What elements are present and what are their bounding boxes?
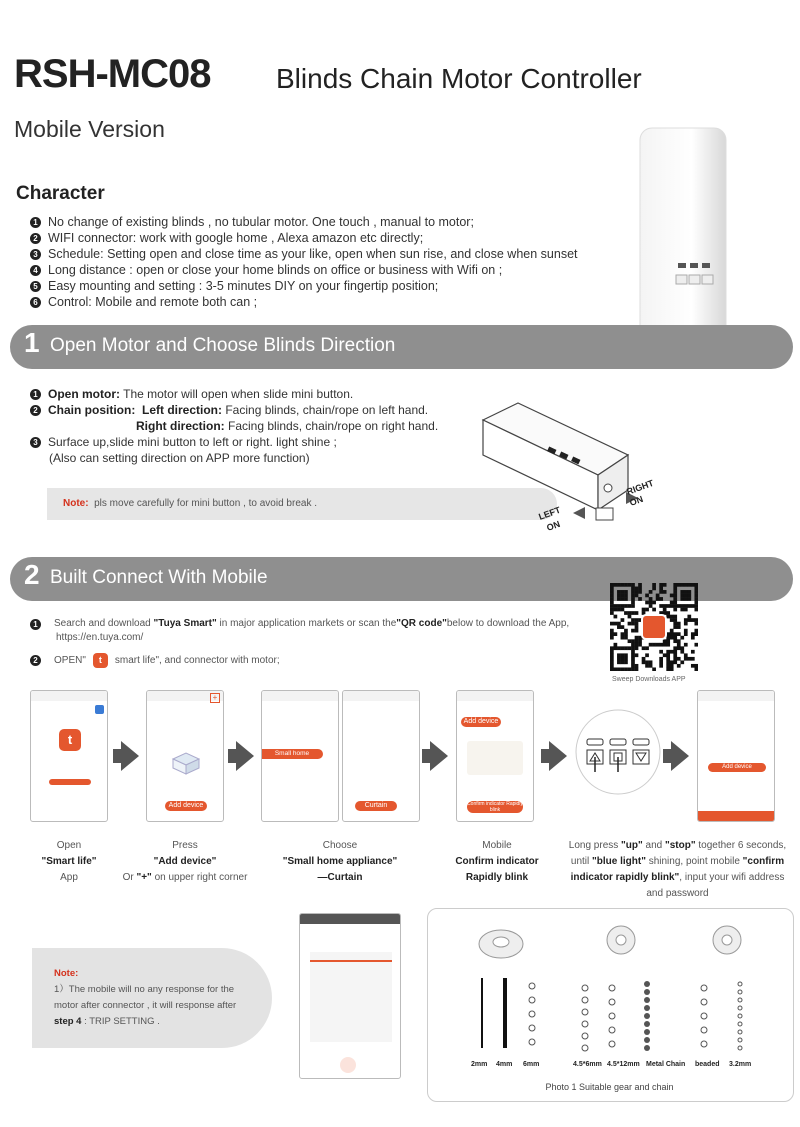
note-text: pls move carefully for mini button , to avoid break .	[94, 498, 318, 509]
mobile-note-text	[54, 966, 254, 1030]
caption-line: "Small home appliance"	[282, 856, 398, 867]
open-motor-label: Open motor:	[48, 387, 120, 401]
note-label: Note:	[63, 498, 89, 509]
character-text: Schedule: Setting open and close time as your like, open when sun rise, and close when sunset	[48, 247, 578, 261]
caption-line: until	[570, 856, 593, 867]
motor-buttons-diagram	[573, 697, 663, 797]
phone-add-device	[146, 690, 224, 822]
gear-chain-illustration	[427, 908, 792, 1100]
tuya-app-name: "Tuya Smart"	[153, 618, 217, 629]
bullet-number: 2	[30, 405, 41, 416]
tuya-url: https://en.tuya.com/	[56, 632, 144, 643]
caption-line: Choose	[322, 840, 358, 851]
caption-mobile	[447, 838, 547, 886]
step1-text-mid: in major application markets or scan the	[216, 618, 397, 629]
qr-code-label: "QR code"	[396, 618, 447, 629]
left-on-label-2: ON	[545, 518, 562, 533]
character-list	[30, 214, 578, 310]
caption-line: shining, point mobile	[645, 856, 743, 867]
chain-label: Metal Chain	[646, 1061, 686, 1068]
step1-text: Search and download	[54, 618, 154, 629]
character-text: Long distance : open or close your home blinds on office or business with Wifi on ;	[48, 263, 503, 277]
character-item	[30, 246, 578, 262]
character-item	[30, 230, 578, 246]
character-text: WIFI connector: work with google home , Alexa amazon etc directly;	[48, 231, 424, 245]
open-motor-text: The motor will open when slide mini button.	[123, 387, 354, 401]
step2-text: OPEN"	[54, 654, 86, 666]
caption-line: "+"	[136, 872, 152, 883]
note-line: motor after connector , it will response after	[54, 1000, 237, 1011]
arrow-right-icon	[236, 741, 254, 771]
caption-line: Open	[56, 840, 82, 851]
phone-success	[697, 690, 775, 822]
character-text: Control: Mobile and remote both can ;	[48, 295, 258, 309]
chain-label: 4.5*12mm	[607, 1061, 640, 1068]
right-on-label-2: ON	[628, 493, 645, 508]
right-on-label: RIGHT	[625, 477, 655, 497]
caption-add-device	[115, 838, 255, 886]
note-line: 1）The mobile will no any response for the	[54, 984, 235, 995]
add-device-success-button[interactable]: Add device Successfully	[708, 763, 766, 772]
box-icon	[171, 751, 201, 776]
caption-line: Mobile	[482, 840, 512, 851]
add-device-button-2[interactable]: Add device	[461, 717, 501, 727]
caption-line: and	[642, 840, 665, 851]
caption-line: indicator rapidly blink"	[570, 872, 680, 883]
motor-direction-illustration	[478, 395, 668, 545]
left-direction-text: Facing blinds, chain/rope on left hand.	[225, 403, 429, 417]
phone-curtain	[342, 690, 420, 822]
caption-line: Or	[122, 872, 137, 883]
caption-line: —Curtain	[317, 872, 363, 883]
bullet-number: 1	[30, 619, 41, 630]
smart-life-icon: t	[59, 729, 81, 751]
caption-line: together 6 seconds,	[695, 840, 787, 851]
left-on-label: LEFT	[537, 504, 562, 522]
chain-label: 6mm	[523, 1061, 540, 1068]
page-subtitle: Mobile Version	[14, 116, 165, 142]
phone-smart-life	[30, 690, 108, 822]
arrow-right-icon	[121, 741, 139, 771]
surface-text: Surface up,slide mini button to left or right. light shine ;	[48, 435, 337, 449]
tuya-logo-icon	[642, 615, 666, 639]
bullet-number: 2	[30, 655, 41, 666]
phone-trip-setting	[299, 913, 401, 1079]
section1-title: Open Motor and Choose Blinds Direction	[50, 335, 396, 356]
bullet-number: 1	[30, 389, 41, 400]
section2-number: 2	[24, 559, 40, 590]
right-direction-label: Right direction:	[136, 419, 225, 433]
phone-category	[261, 690, 339, 822]
caption-choose	[270, 838, 410, 886]
chain-label: 4.5*6mm	[573, 1061, 602, 1068]
arrow-right-icon	[430, 741, 448, 771]
section1-number: 1	[24, 327, 40, 358]
section1-text	[30, 386, 438, 466]
chain-label: 4mm	[496, 1061, 513, 1068]
caption-line: Confirm indicator	[455, 856, 539, 867]
character-item	[30, 278, 578, 294]
qr-caption: Sweep Downloads APP	[612, 676, 686, 683]
arrow-right-icon	[671, 741, 689, 771]
bullet-number: 4	[30, 265, 41, 276]
product-title: Blinds Chain Motor Controller	[276, 63, 642, 94]
curtain-button[interactable]: Curtain	[355, 801, 397, 811]
character-item	[30, 214, 578, 230]
caption-line: "blue light"	[592, 856, 646, 867]
caption-line: "up"	[621, 840, 643, 851]
section2-title: Built Connect With Mobile	[50, 567, 268, 588]
note-line: : TRIP SETTING .	[81, 1016, 160, 1027]
character-heading: Character	[16, 183, 105, 204]
character-text: Easy mounting and setting : 3-5 minutes DIY on your fingertip position;	[48, 279, 439, 293]
caption-line: "stop"	[665, 840, 696, 851]
confirm-indicator-button[interactable]: Confirm indicator Rapidly blink	[467, 801, 523, 813]
plus-icon[interactable]: +	[210, 693, 220, 703]
surface-note: (Also can setting direction on APP more function)	[49, 451, 310, 465]
model-title: RSH-MC08	[14, 52, 211, 96]
step2-text-post: smart life", and connector with motor;	[114, 654, 280, 666]
qr-code	[610, 583, 698, 671]
note-step: step 4	[54, 1016, 82, 1027]
bullet-number: 3	[30, 437, 41, 448]
caption-line: App	[60, 872, 78, 883]
bullet-number: 1	[30, 217, 41, 228]
left-direction-label: Left direction:	[142, 403, 222, 417]
caption-line: Rapidly blink	[465, 872, 529, 883]
chain-label: 3.2mm	[729, 1061, 752, 1068]
character-item	[30, 294, 578, 310]
right-direction-text: Facing blinds, chain/rope on right hand.	[228, 419, 439, 433]
caption-long-press	[565, 838, 790, 902]
caption-line: , input your wifi address	[679, 872, 785, 883]
step1-text-post: below to download the App,	[446, 618, 570, 629]
caption-line: and password	[646, 888, 709, 899]
character-text: No change of existing blinds , no tubular motor. One touch , manual to motor;	[48, 215, 474, 229]
photo-caption: Photo 1 Suitable gear and chain	[545, 1082, 674, 1092]
add-device-button[interactable]: Add device	[165, 801, 207, 811]
section2-steps	[30, 617, 569, 668]
section1-band	[10, 325, 793, 369]
note-label: Note:	[54, 968, 79, 979]
caption-line: on upper right corner	[151, 872, 248, 883]
bullet-number: 5	[30, 281, 41, 292]
character-item	[30, 262, 578, 278]
phone-confirm	[456, 690, 534, 822]
chain-label: beaded	[695, 1061, 720, 1068]
caption-line: "Smart life"	[41, 856, 97, 867]
small-home-appliance-button[interactable]: Small home appliance	[261, 749, 323, 759]
caption-line: Press	[172, 840, 198, 851]
caption-line: "Add device"	[153, 856, 217, 867]
caption-line: "confirm	[742, 856, 785, 867]
caption-line: Long press	[568, 840, 622, 851]
smart-life-icon: t	[93, 653, 108, 668]
chain-label: 2mm	[471, 1061, 488, 1068]
bullet-number: 3	[30, 249, 41, 260]
bullet-number: 6	[30, 297, 41, 308]
caption-open-app	[30, 838, 108, 886]
chain-position-label: Chain position:	[48, 403, 136, 417]
arrow-right-icon	[549, 741, 567, 771]
bullet-number: 2	[30, 233, 41, 244]
